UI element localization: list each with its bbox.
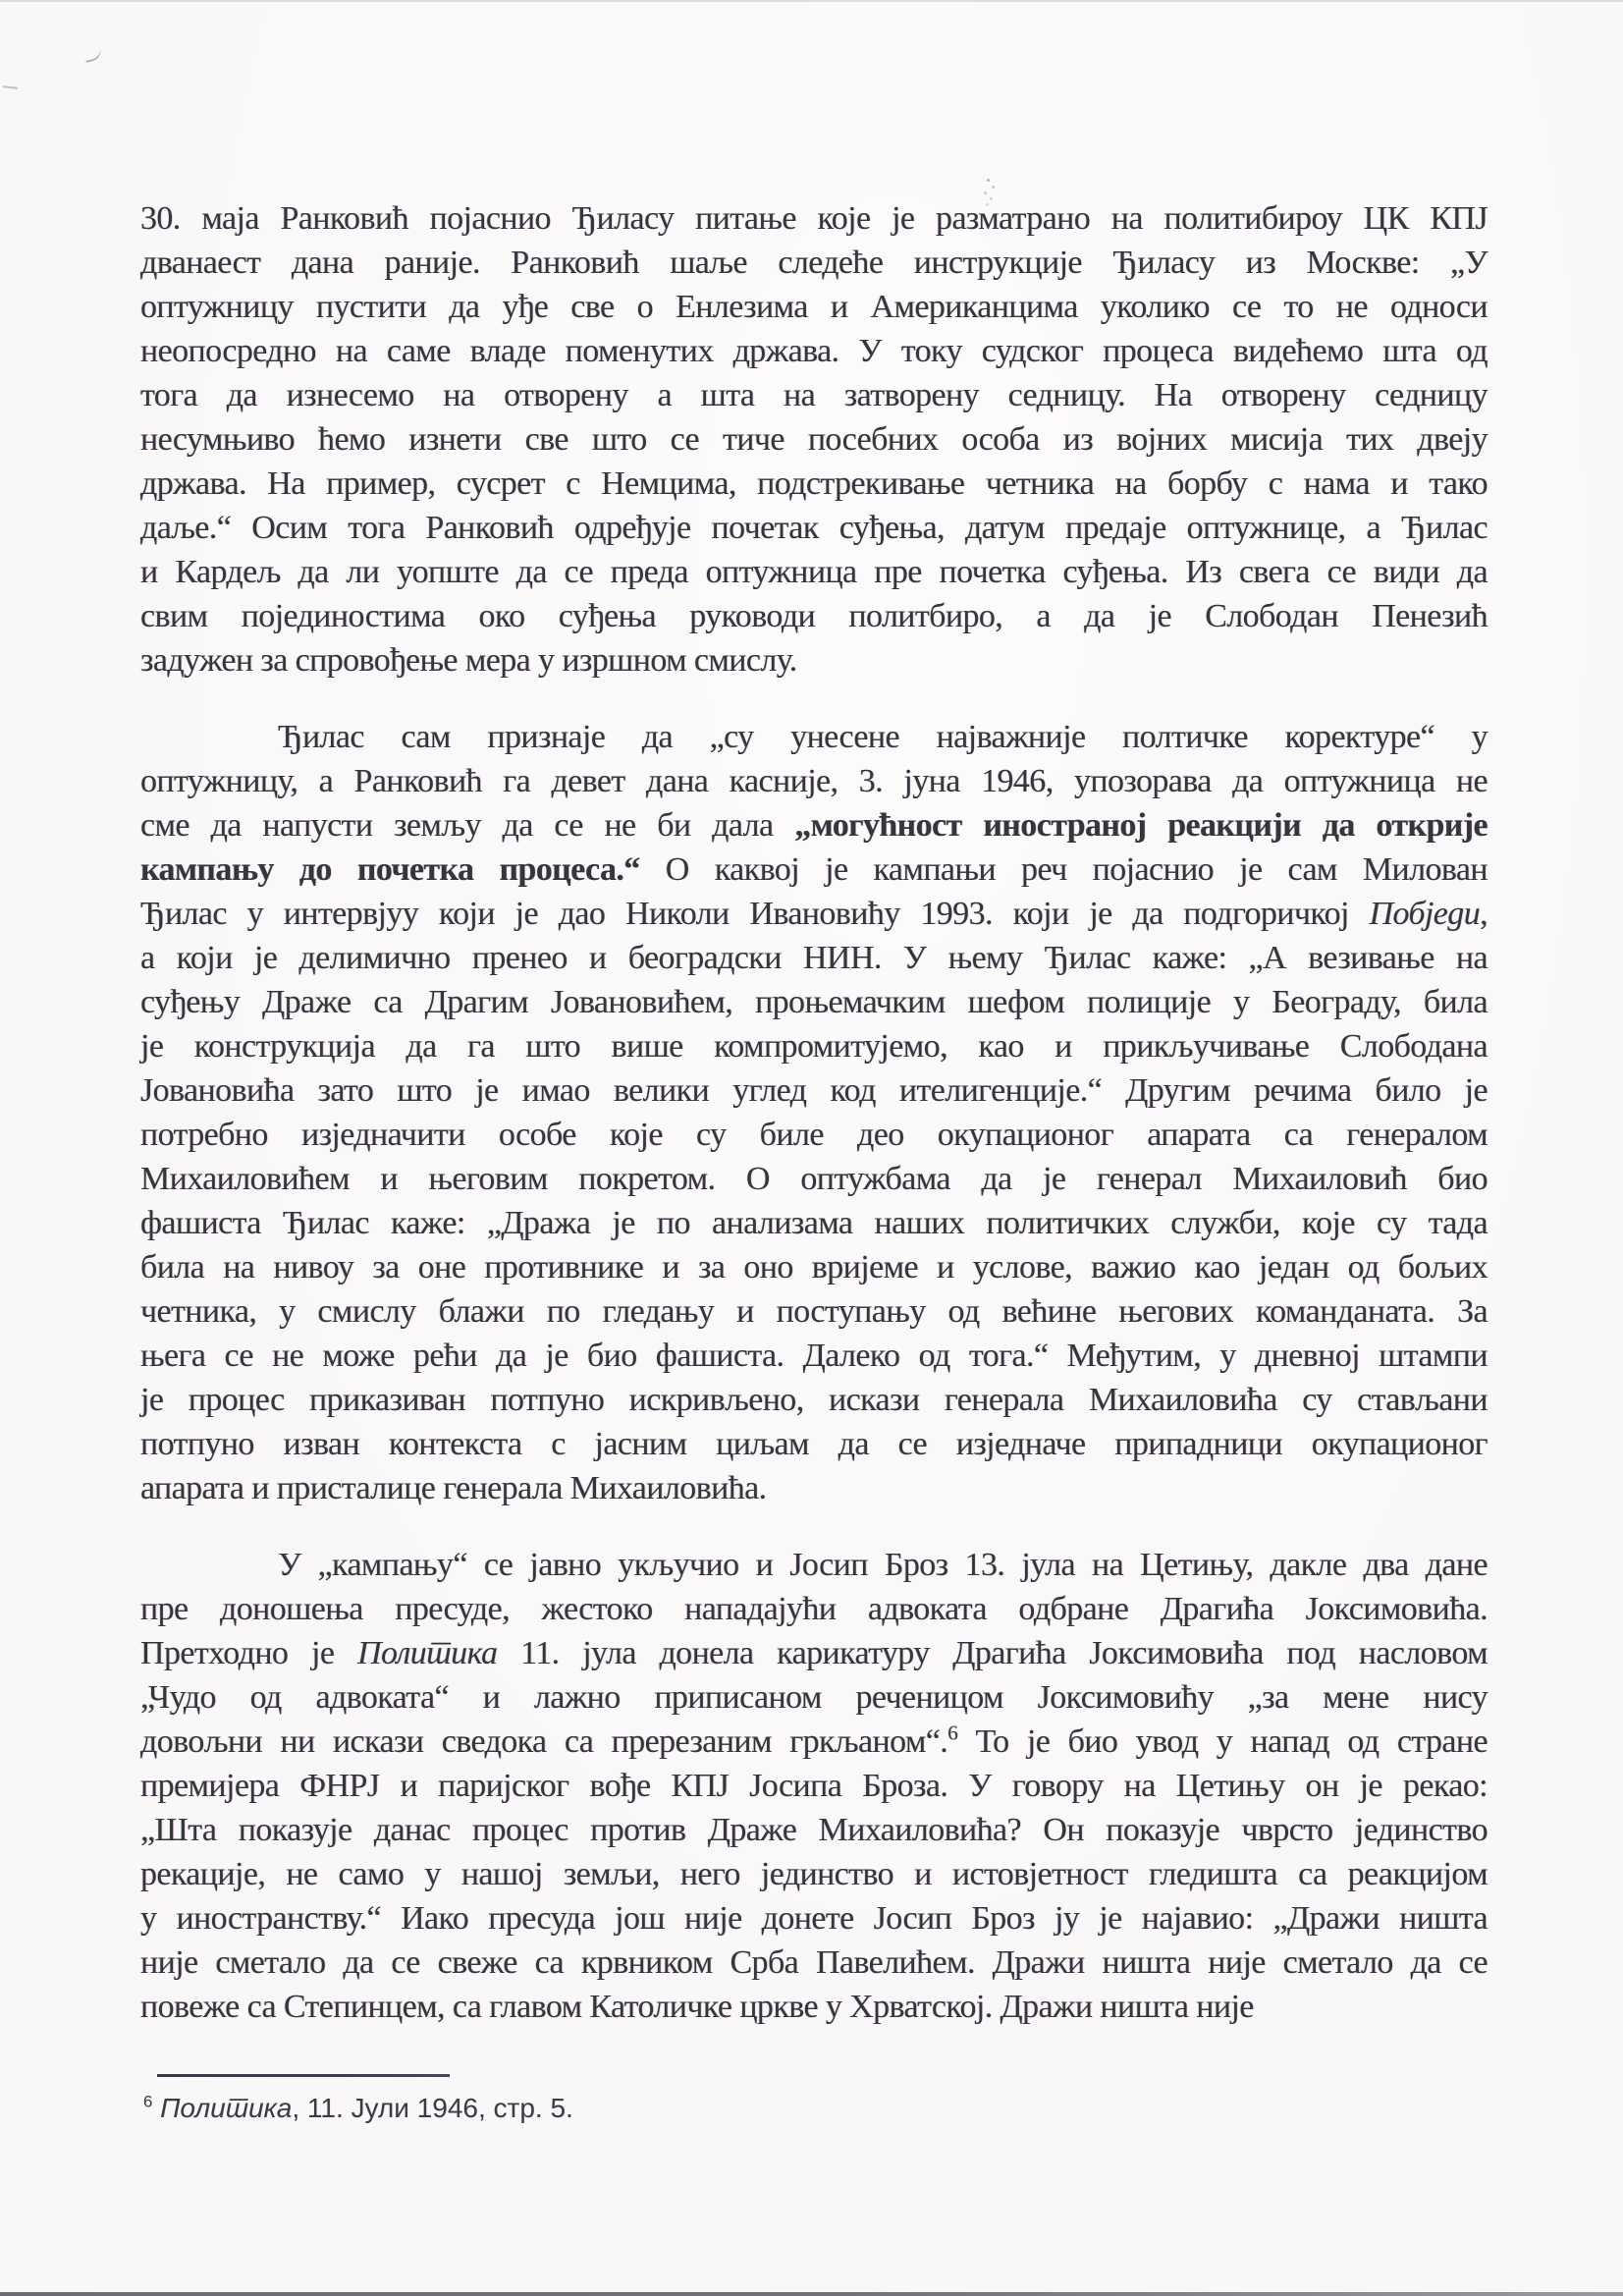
text-run: То је био увод у напад од стране <box>957 1723 1488 1760</box>
text-run: четника, у смислу блажи по гледању и поступању од већине његових команданата. За <box>140 1293 1488 1330</box>
paragraph-1 <box>140 196 1488 683</box>
paragraph-3 <box>140 1543 1488 2029</box>
text-line <box>140 1024 1488 1068</box>
paragraph-2 <box>140 715 1488 1510</box>
text-run: сме да напусти земљу да се не би дала <box>140 807 795 844</box>
text-line <box>140 594 1488 638</box>
text-run: у иностранству.“ Иако пресуда још није донете Јосип Броз ју је најавио: „Дражи ништа <box>140 1900 1488 1937</box>
text-line <box>140 1631 1488 1675</box>
text-run: „Шта показује данас процес против Драже Михаиловића? Он показује чврсто јединство <box>140 1812 1488 1848</box>
text-run: неопосредно на саме владе поменутих држава. У току судског процеса видећемо шта од <box>140 333 1488 369</box>
text-line <box>140 1289 1488 1334</box>
text-line <box>140 1587 1488 1631</box>
scan-artifact-edge-dash <box>3 85 18 89</box>
text-line <box>140 550 1488 594</box>
text-run: Политика <box>160 2093 293 2123</box>
text-line <box>140 1201 1488 1245</box>
text-line <box>140 1466 1488 1510</box>
text-run: дванаест дана раније. Ранковић шаље следеће инструкције Ђиласу из Москве: „У <box>140 245 1488 281</box>
text-line <box>140 1378 1488 1422</box>
text-run: „Чудо од адвоката“ и лажно приписаном реченицом Јоксимовићу „за мене нису <box>140 1679 1488 1716</box>
text-run: оптужницу пустити да уђе све о Енлезима и Американцима уколико се то не односи <box>140 289 1488 325</box>
text-run: Михаиловићем и његовим покретом. О оптужбама да је генерал Михаиловић био <box>140 1161 1488 1197</box>
text-run: Политика <box>356 1635 498 1671</box>
text-run: потребно изједначити особе које су биле део окупационог апарата са генералом <box>140 1117 1488 1153</box>
text-run: несумњиво ћемо изнети све што се тиче посебних особа из војних мисија тих двеју <box>140 421 1488 458</box>
text-run: била на нивоу за оне противнике и за оно вријеме и услове, важио као један од бољих <box>140 1249 1488 1285</box>
text-line <box>140 373 1488 417</box>
text-line <box>140 1764 1488 1808</box>
text-run: није сметало да се свеже са крвником Срба Павелићем. Дражи ништа није сметало да се <box>140 1944 1488 1981</box>
text-line <box>140 1896 1488 1941</box>
text-line <box>140 1543 1488 1587</box>
text-run: довољни ни искази сведока са пререзаним гркљаном“. <box>140 1723 948 1760</box>
text-run: фашиста Ђилас каже: „Дража је по анализама наших политичких служби, које су тада <box>140 1205 1488 1241</box>
text-run: апарата и присталице генерала Михаиловића. <box>140 1470 767 1506</box>
text-line <box>140 506 1488 550</box>
text-line <box>140 1068 1488 1113</box>
text-line <box>140 638 1488 683</box>
footnote-line <box>143 2086 1027 2130</box>
text-line <box>140 803 1488 847</box>
text-run <box>152 2093 160 2123</box>
text-run: , <box>1480 896 1488 932</box>
text-line <box>140 759 1488 803</box>
text-run: је процес приказиван потпуно искривљено, искази генерала Михаиловића су стављани <box>140 1382 1488 1418</box>
text-run: Јовановића зато што је имао велики углед код ителигенције.“ Другим речима било је <box>140 1072 1488 1109</box>
text-run: Ђилас сам признаје да „су унесене најважније полтичке коректуре“ у <box>278 719 1488 755</box>
text-line <box>140 715 1488 759</box>
text-run: У „кампању“ се јавно укључио и Јосип Броз 13. јула на Цетињу, дакле два дане <box>278 1547 1488 1583</box>
text-run: оптужницу, а Ранковић га девет дана касније, 3. јуна 1946, упозорава да оптужница не <box>140 763 1488 799</box>
text-run: премијера ФНРЈ и паријског вође КПЈ Јосипа Броза. У говору на Цетињу он је рекао: <box>140 1768 1488 1804</box>
text-run: Побједи <box>1369 896 1481 932</box>
text-run: кампању до почетка процеса.“ <box>140 851 640 888</box>
text-run: 30. маја Ранковић појаснио Ђиласу питање које је разматрано на политибироу ЦК КПЈ <box>140 200 1488 237</box>
text-run: пре доношења пресуде, жестоко нападајући адвоката одбране Драгића Јоксимовића. <box>140 1591 1488 1627</box>
footnote <box>143 2086 1027 2130</box>
text-line <box>140 285 1488 329</box>
text-line <box>140 1113 1488 1157</box>
text-run: , 11. Јули 1946, стр. 5. <box>292 2093 573 2123</box>
footnote-separator <box>157 2074 450 2077</box>
text-line <box>140 1675 1488 1720</box>
text-line <box>140 847 1488 892</box>
text-line <box>140 417 1488 462</box>
text-line <box>140 1334 1488 1378</box>
text-line <box>140 329 1488 373</box>
footnote-reference: 6 <box>143 2092 153 2111</box>
text-run: тога да изнесемо на отворену а шта на затворену седницу. На отворену седницу <box>140 377 1488 413</box>
footnote-reference: 6 <box>947 1721 958 1745</box>
text-run: „могућност иностраној реакцији да открије <box>794 807 1488 844</box>
text-line <box>140 1720 1488 1764</box>
text-line <box>140 1422 1488 1466</box>
text-run: суђењу Драже са Драгим Јовановићем, проњемачким шефом полиције у Београду, била <box>140 984 1488 1020</box>
text-run: и Кардељ да ли уопште да се преда оптужница пре почетка суђења. Из свега се види да <box>140 554 1488 590</box>
text-line <box>140 241 1488 285</box>
text-run: рекације, не само у нашој земљи, него јединство и истовјетност гледишта са реакцијом <box>140 1856 1488 1892</box>
scan-bottom-edge <box>0 2292 1623 2296</box>
text-line <box>140 1985 1488 2029</box>
text-line <box>140 196 1488 241</box>
text-run: даље.“ Осим тога Ранковић одређује почетак суђења, датум предаје оптужнице, а Ђилас <box>140 510 1488 546</box>
text-run: је конструкција да га што више компромитујемо, као и прикључивање Слободана <box>140 1028 1488 1065</box>
text-line <box>140 1808 1488 1852</box>
scan-top-edge <box>0 0 1623 2</box>
text-run: Ђилас у интервјуу који је дао Николи Ивановићу 1993. који је да подгоричкој <box>140 896 1370 932</box>
text-run: 11. јула донела карикатуру Драгића Јоксимовића под насловом <box>497 1635 1488 1671</box>
scan-artifact-speckle <box>987 179 990 182</box>
text-line <box>140 980 1488 1024</box>
text-run: Претходно је <box>140 1635 357 1671</box>
text-line <box>140 462 1488 506</box>
text-line <box>140 1941 1488 1985</box>
text-run: држава. На пример, сусрет с Немцима, подстрекивање четника на борбу с нама и тако <box>140 465 1488 502</box>
document-body-text <box>140 196 1488 2029</box>
text-run: задужен за спровођење мера у изршном смислу. <box>140 642 797 679</box>
text-line <box>140 936 1488 980</box>
text-line <box>140 1852 1488 1896</box>
text-run: а који је делимично пренео и београдски НИН. У њему Ђилас каже: „А везивање на <box>140 940 1488 976</box>
text-run: повеже са Степинцем, са главом Католичке цркве у Хрватској. Дражи ништа није <box>140 1989 1254 2025</box>
scan-artifact-pencil-tick <box>83 47 103 63</box>
text-line <box>140 1245 1488 1289</box>
text-line <box>140 1157 1488 1201</box>
text-run: њега се не може рећи да је био фашиста. Далеко од тога.“ Међутим, у дневној штампи <box>140 1338 1488 1374</box>
text-run: потпуно изван контекста с јасним циљам да се изједначе припадници окупационог <box>140 1426 1488 1462</box>
text-run: О каквој је кампањи реч појаснио је сам Милован <box>639 851 1488 888</box>
text-run: свим појединостима око суђења руководи политбиро, а да је Слободан Пенезић <box>140 598 1488 634</box>
text-line <box>140 892 1488 936</box>
